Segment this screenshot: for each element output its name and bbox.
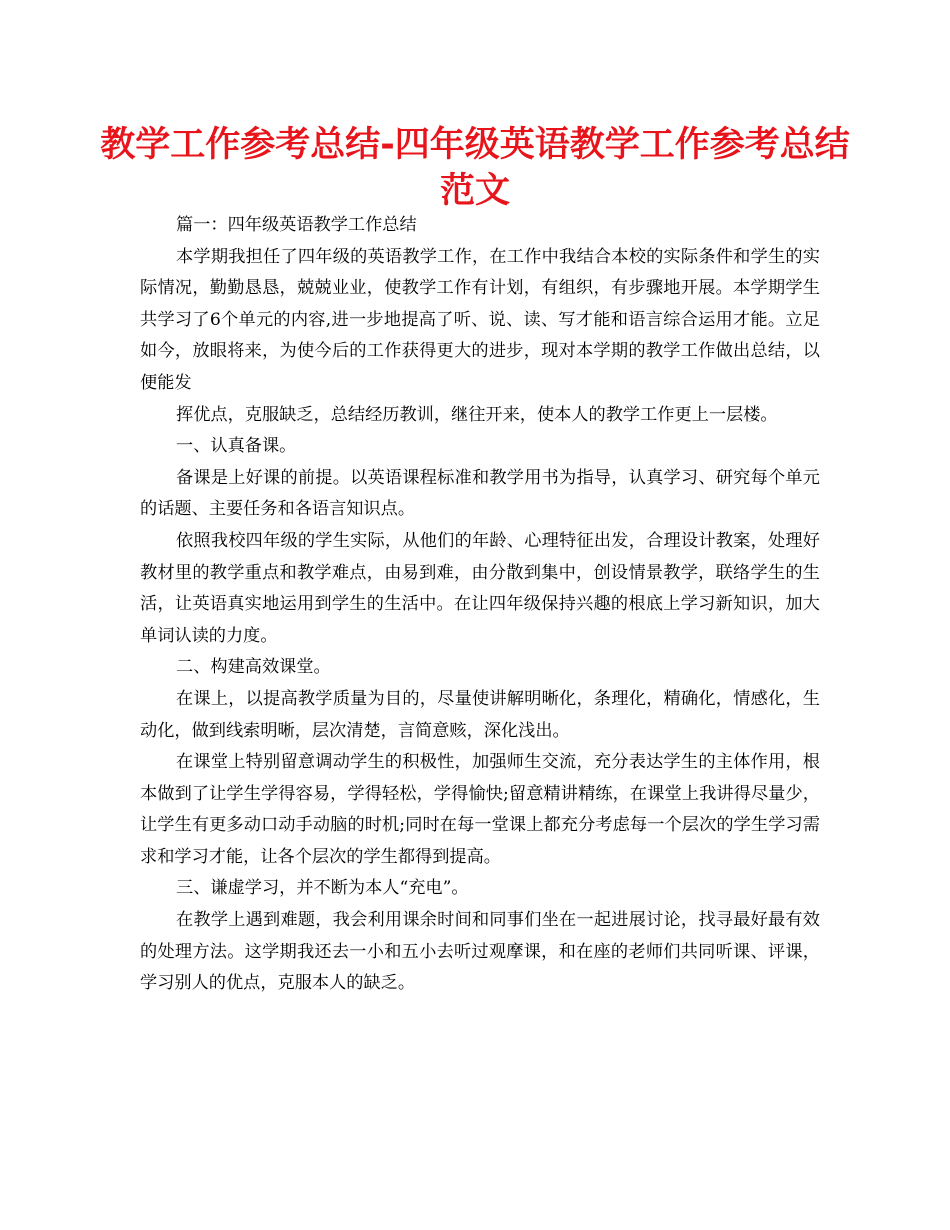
document-title-line2: 范文 bbox=[439, 171, 510, 211]
paragraph-peer-learning: 在教学上遇到难题，我会利用课余时间和同事们坐在一起进展讨论，找寻最好最有效的处理方法。这学期我还去一小和五小去听过观摩课，和在座的老师们共同听课、评课，学习别人的优点，克服本人的缺乏。 bbox=[140, 910, 820, 994]
paragraph-intro-continued: 挥优点，克服缺乏，总结经历教训，继往开来，使本人的教学工作更上一层楼。 bbox=[176, 404, 778, 425]
paragraph-student-engagement: 在课堂上特别留意调动学生的积极性，加强师生交流，充分表达学生的主体作用，根本做到了让学生学得容易，学得轻松，学得愉快;留意精讲精练，在课堂上我讲得尽量少，让学生有更多动口动手动脑的时机;同时在每一堂课上都充分考虑每一个层次的学生学习需求和学习才能，让各个层次的学生都得到提高。 bbox=[140, 752, 820, 867]
document-title-line1: 教学工作参考总结-四年级英语教学工作参考总结 bbox=[100, 125, 850, 165]
paragraph-lesson-design: 依照我校四年级的学生实际，从他们的年龄、心理特征出发，合理设计教案，处理好教材里的教学重点和教学难点，由易到难，由分散到集中，创设情景教学，联络学生的生活，让英语真实地运用到学生的生活中。在让四年级保持兴趣的根底上学习新知识，加大单词认读的力度。 bbox=[140, 530, 820, 646]
paragraph-intro: 本学期我担任了四年级的英语教学工作，在工作中我结合本校的实际条件和学生的实际情况，勤勤恳恳，兢兢业业，使教学工作有计划，有组织，有步骤地开展。本学期学生共学习了6个单元的内容,进一步地提高了听、说、读、写才能和语言综合运用才能。立足如今，放眼将来，为使今后的工作获得更大的进步，现对本学期的教学工作做出总结，以便能发 bbox=[140, 246, 820, 393]
heading-humble-learning: 三、谦虚学习，并不断为本人“充电”。 bbox=[176, 878, 469, 899]
document-body bbox=[140, 210, 820, 1000]
heading-efficient-classroom: 二、构建高效课堂。 bbox=[176, 657, 331, 678]
paragraph-section-heading: 篇一：四年级英语教学工作总结 bbox=[176, 215, 417, 235]
paragraph-classroom-teaching: 在课上，以提高教学质量为目的，尽量使讲解明晰化，条理化，精确化，情感化，生动化，做到线索明晰，层次清楚，言简意赅，深化浅出。 bbox=[140, 688, 820, 741]
paragraph-lesson-preparation: 备课是上好课的前提。以英语课程标准和教学用书为指导，认真学习、研究每个单元的话题、主要任务和各语言知识点。 bbox=[140, 467, 820, 520]
heading-lesson-preparation: 一、认真备课。 bbox=[176, 436, 297, 457]
